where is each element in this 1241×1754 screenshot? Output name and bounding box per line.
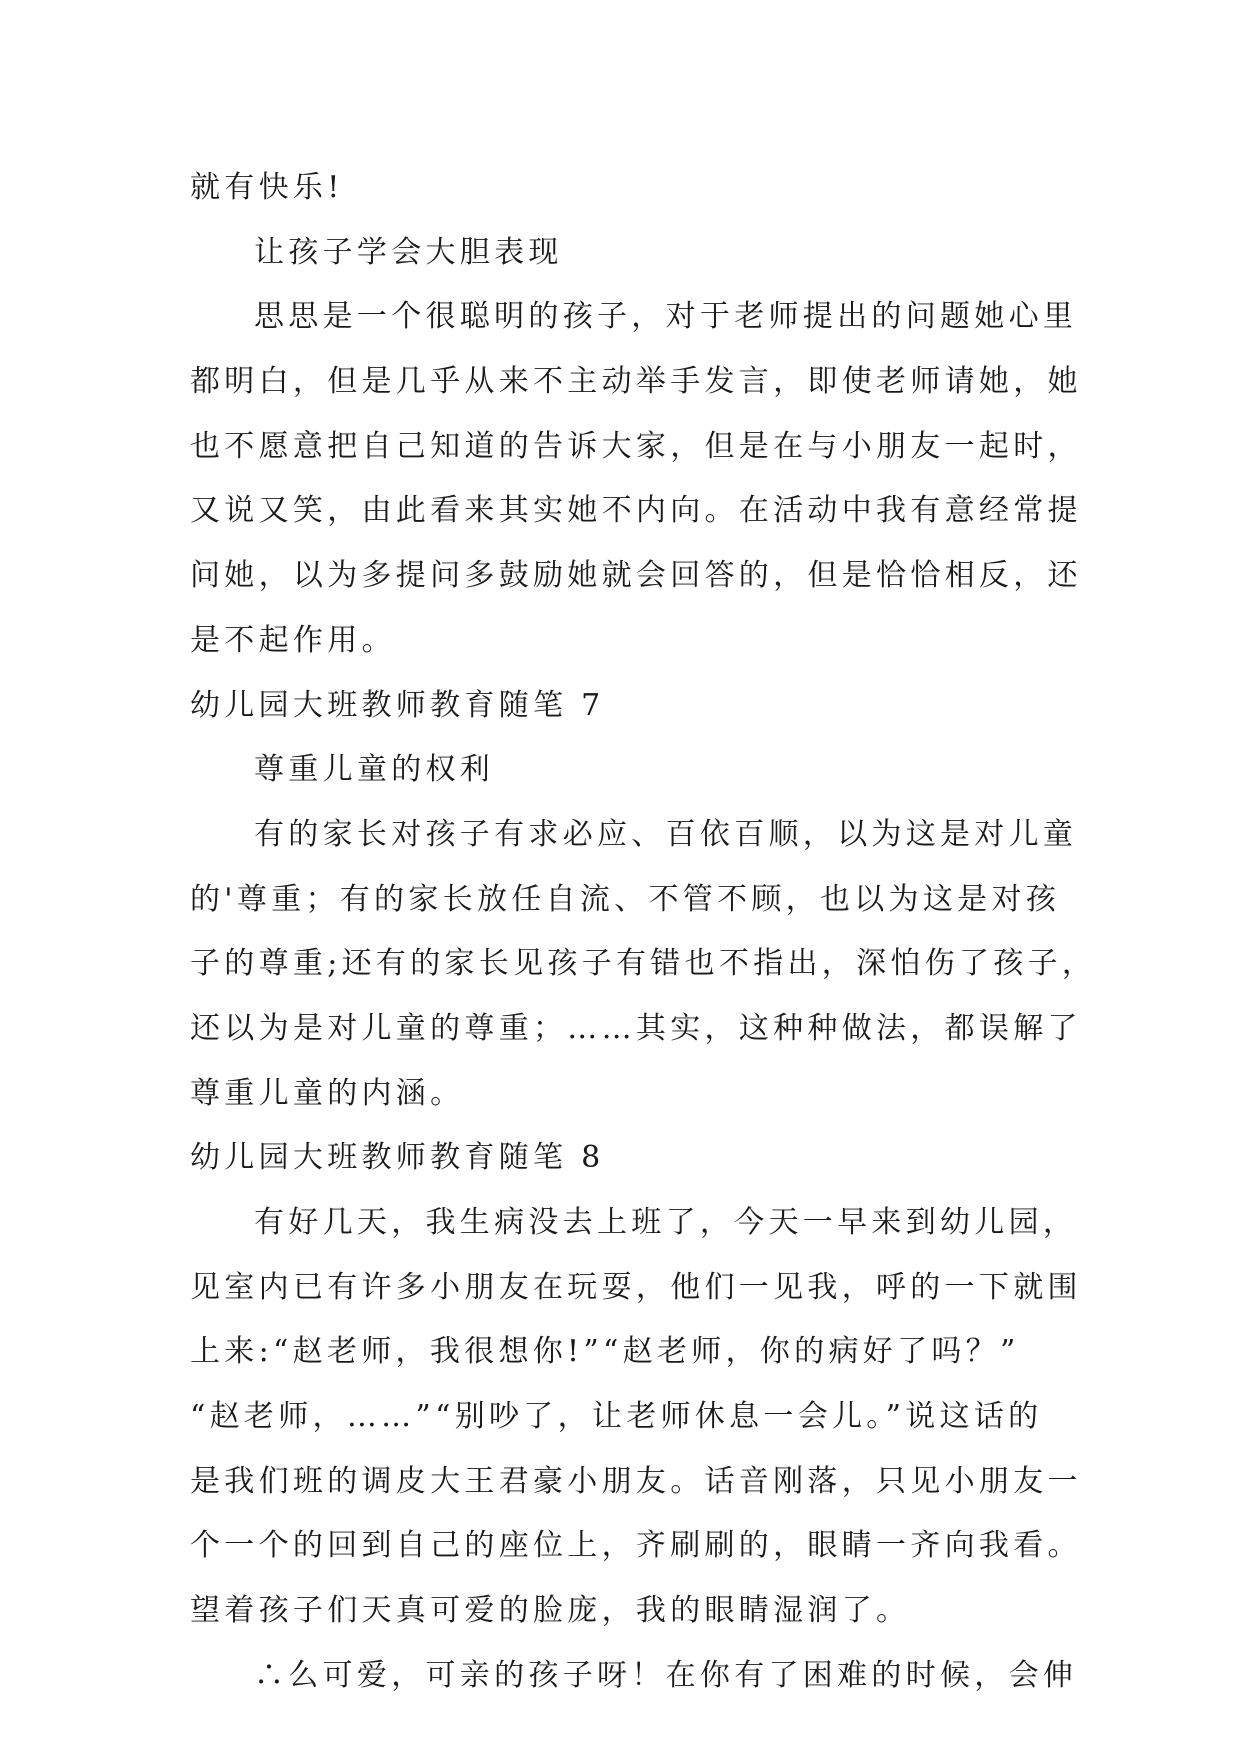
text-line: 有好几天，我生病没去上班了，今天一早来到幼儿园，	[254, 1205, 1078, 1240]
section-subtitle: 尊重儿童的权利	[254, 752, 495, 788]
text-line: 子的尊重;还有的家长见孩子有错也不指出，深怕伤了孩子，	[190, 946, 1097, 982]
text-line: 望着孩子们天真可爱的脸庞，我的眼睛湿润了。	[190, 1593, 911, 1629]
text-line: 是不起作用。	[190, 622, 396, 658]
text-line: “赵老师，……”“别吵了，让老师休息一会儿。”说这话的	[190, 1399, 1043, 1435]
text-line: 就有快乐!	[190, 170, 344, 205]
text-line: ∴么可爱，可亲的孩子呀！在你有了困难的时候，会伸	[254, 1657, 1078, 1693]
section-subtitle: 让孩子学会大胆表现	[254, 234, 563, 270]
text-line: 的'尊重；有的家长放任自流、不管不顾，也以为这是对孩	[190, 881, 1061, 917]
text-line: 也不愿意把自己知道的告诉大家，但是在与小朋友一起时，	[190, 428, 1082, 464]
text-line: 个一个的回到自己的座位上，齐刷刷的，眼睛一齐向我看。	[190, 1528, 1082, 1564]
text-line: 尊重儿童的内涵。	[190, 1075, 465, 1111]
text-line: 问她，以为多提问多鼓励她就会回答的，但是恰恰相反，还	[190, 558, 1082, 594]
text-line: 都明白，但是几乎从来不主动举手发言，即使老师请她，她	[190, 364, 1082, 400]
document-body	[190, 156, 1097, 1709]
text-line: 思思是一个很聪明的孩子，对于老师提出的问题她心里	[254, 299, 1078, 335]
text-line: 是我们班的调皮大王君豪小朋友。话音刚落，只见小朋友一	[190, 1463, 1082, 1499]
text-line: 见室内已有许多小朋友在玩耍，他们一见我，呼的一下就围	[190, 1269, 1082, 1305]
section-title: 幼儿园大班教师教育随笔 8	[190, 1140, 605, 1176]
section-title: 幼儿园大班教师教育随笔 7	[190, 687, 605, 723]
text-line: 有的家长对孩子有求必应、百依百顺，以为这是对儿童	[254, 816, 1078, 852]
text-line: 还以为是对儿童的尊重；……其实，这种种做法，都误解了	[190, 1010, 1082, 1046]
text-line: 上来:“赵老师，我很想你!”“赵老师，你的病好了吗？”	[190, 1334, 1020, 1370]
text-line: 又说又笑，由此看来其实她不内向。在活动中我有意经常提	[190, 493, 1082, 529]
